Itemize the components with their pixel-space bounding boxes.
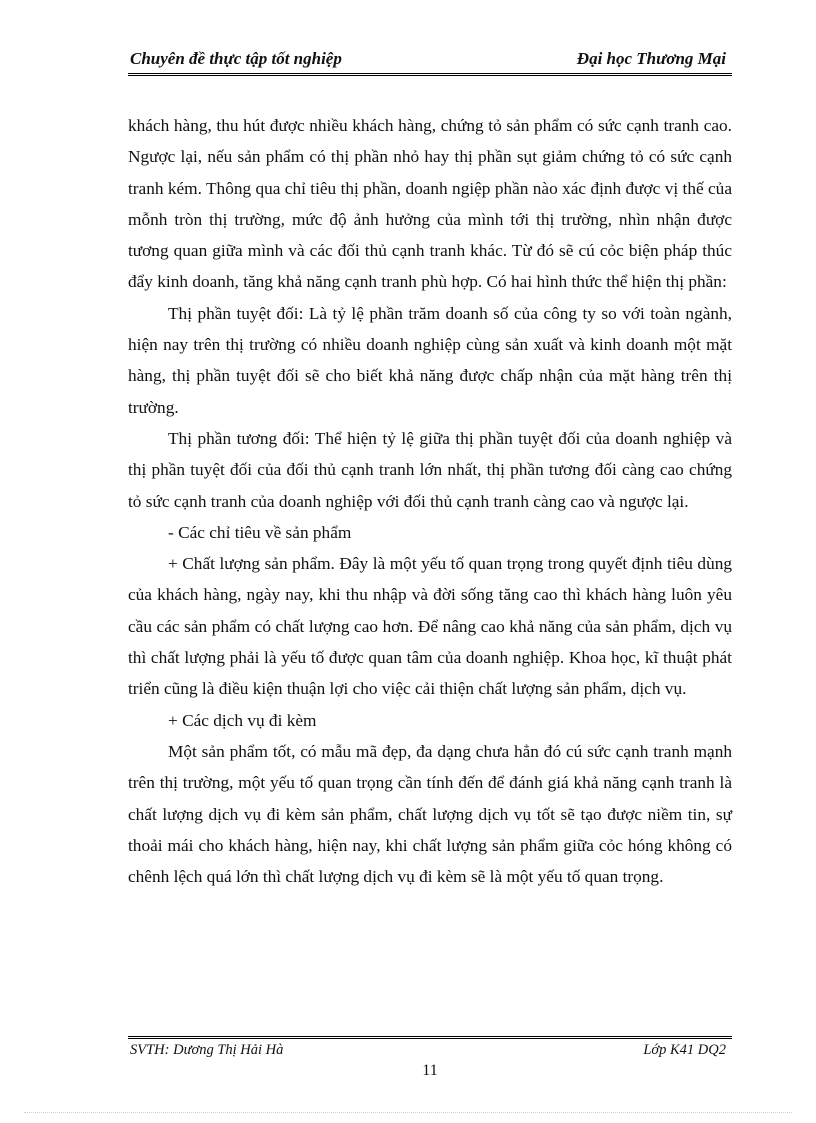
page-footer bbox=[128, 1036, 732, 1086]
paragraph-product-criteria-heading: - Các chỉ tiêu về sản phẩm bbox=[168, 522, 352, 542]
page-header bbox=[128, 46, 732, 76]
footer-rule bbox=[128, 1036, 732, 1039]
header-rule bbox=[128, 73, 732, 76]
paragraph-services-heading: + Các dịch vụ đi kèm bbox=[168, 710, 317, 730]
body-text bbox=[128, 110, 732, 892]
footer-class-name: Lớp K41 DQ2 bbox=[643, 1042, 726, 1058]
header-university-name: Đại học Thương Mại bbox=[576, 49, 726, 68]
paragraph-relative-share: Thị phần tương đối: Thể hiện tỷ lệ giữa thị phần tuyệt đối của doanh nghiệp và thị phần tuyệt đối của đối thủ cạnh tranh lớn nhất, thị phần tương đối càng cao chứng tỏ sức cạnh tranh của doanh nghiệp với đối thủ cạnh tranh càng cao và ngược lại. bbox=[128, 428, 732, 511]
paragraph-market-share-intro: khách hàng, thu hút được nhiều khách hàng, chứng tỏ sản phẩm có sức cạnh tranh cao. Ngược lại, nếu sản phẩm có thị phần nhỏ hay thị phần sụt giảm chứng tỏ có sức cạnh tranh kém. Thông qua chỉ tiêu thị phần, doanh ngiệp phần nào xác định được vị thế của mỗnh tròn thị trường, mức độ ảnh hưởng của mình tới thị trường, nhìn nhận được tương quan giữa mình và các đối thủ cạnh tranh khác. Từ đó sẽ cú cỏc biện pháp thúc đẩy kinh doanh, tăng khả năng cạnh tranh phù hợp. Có hai hình thức thể hiện thị phần: bbox=[128, 116, 732, 292]
paragraph-absolute-share: Thị phần tuyệt đối: Là tỷ lệ phần trăm doanh số của công ty so với toàn ngành, hiện nay trên thị trường có nhiều doanh nghiệp cùng sản xuất và kinh doanh một mặt hàng, thị phần tuyệt đối sẽ cho biết khả năng được chấp nhận của mặt hàng trên thị trường. bbox=[128, 303, 732, 417]
header-document-title: Chuyên đề thực tập tốt nghiệp bbox=[130, 49, 342, 68]
paragraph-product-quality: + Chất lượng sản phẩm. Đây là một yếu tố quan trọng trong quyết định tiêu dùng của khách hàng, ngày nay, khi thu nhập và đời sống tăng cao thì khách hàng luôn yêu cầu các sản phẩm có chất lượng cao hơn. Để nâng cao khả năng của sản phẩm, dịch vụ thì chất lượng phải là yếu tố được quan tâm của doanh nghiệp. Khoa học, kĩ thuật phát triển cũng là điều kiện thuận lợi cho việc cải thiện chất lượng sản phẩm, dịch vụ. bbox=[128, 554, 732, 699]
page-bottom-border bbox=[24, 1112, 792, 1113]
footer-student-name: SVTH: Dương Thị Hải Hà bbox=[130, 1042, 284, 1058]
paragraph-accompanying-services: Một sản phẩm tốt, có mẫu mã đẹp, đa dạng chưa hẳn đó cú sức cạnh tranh mạnh trên thị trường, một yếu tố quan trọng cần tính đến để đánh giá khả năng cạnh tranh là chất lượng dịch vụ đi kèm sản phẩm, chất lượng dịch vụ tốt sẽ tạo được niềm tin, sự thoải mái cho khách hàng, hiện nay, khi chất lượng sản phẩm giữa cỏc hóng không có chênh lệch quá lớn thì chất lượng dịch vụ đi kèm sẽ là một yếu tố quan trọng. bbox=[128, 741, 732, 887]
page-number: 11 bbox=[422, 1062, 438, 1079]
